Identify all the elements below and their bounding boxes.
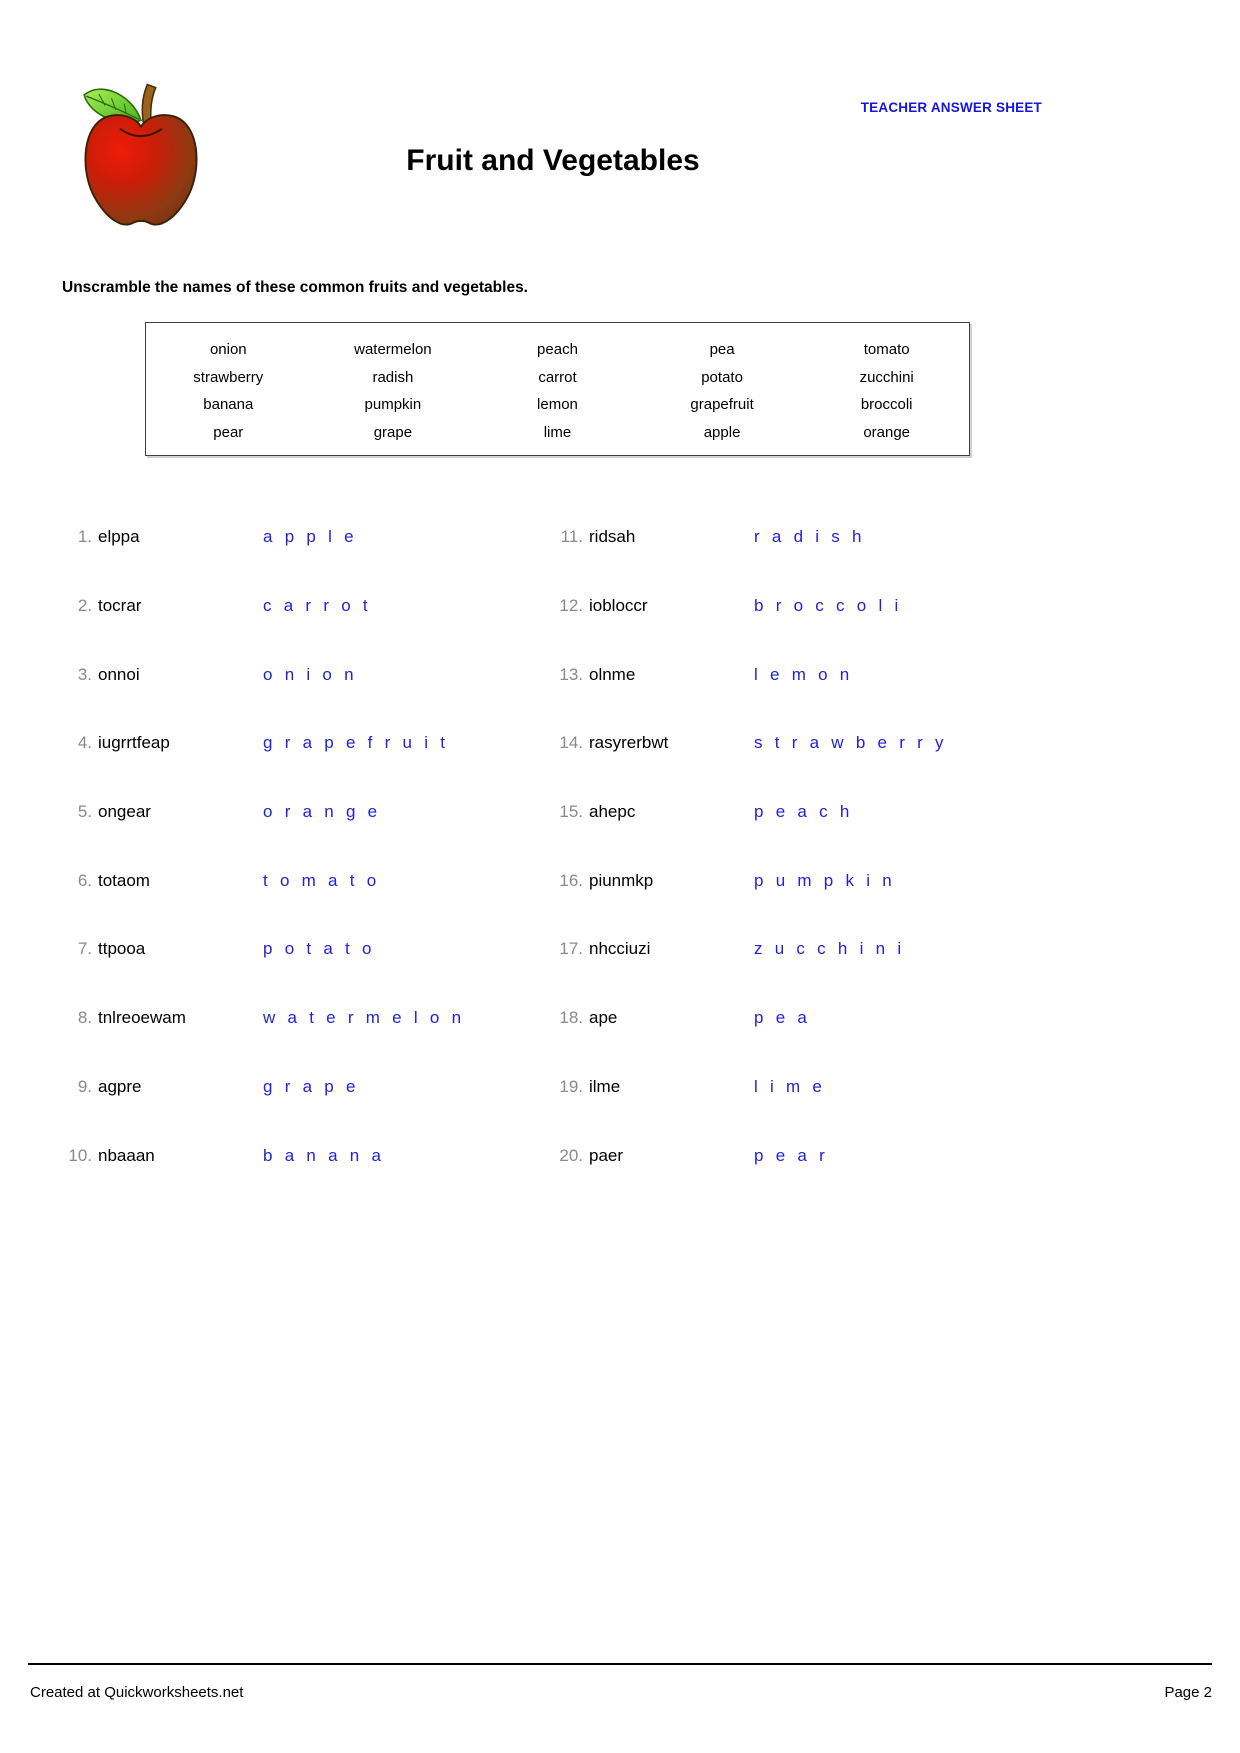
answer-word: peach — [754, 802, 862, 822]
answer-word: lime — [754, 1076, 835, 1096]
question-number: 3. — [77, 664, 92, 684]
scrambled-word: ilme — [589, 1076, 621, 1096]
word-bank-word: pumpkin — [364, 396, 422, 413]
word-bank-word: broccoli — [860, 396, 913, 413]
scrambled-word: nbaaan — [98, 1145, 155, 1165]
question-row — [62, 709, 542, 778]
question-row — [62, 1121, 542, 1190]
word-bank-column — [311, 336, 476, 455]
answer-word: lemon — [754, 664, 862, 684]
question-number: 19. — [559, 1076, 583, 1096]
answer-word: potato — [263, 939, 384, 959]
scrambled-word: ape — [589, 1008, 618, 1028]
question-row — [553, 709, 1173, 778]
scrambled-word: elppa — [98, 527, 140, 547]
scrambled-word: onnoi — [98, 664, 140, 684]
question-row — [553, 1121, 1173, 1190]
question-row — [62, 1053, 542, 1122]
word-bank-word: carrot — [538, 368, 577, 386]
word-bank-word: onion — [209, 341, 247, 358]
answer-word: grapefruit — [263, 733, 458, 753]
footer-credit: Created at Quickworksheets.net — [30, 1684, 244, 1701]
question-row — [553, 984, 1173, 1053]
word-bank-word: grape — [373, 423, 413, 441]
answer-word: orange — [263, 802, 390, 822]
word-bank-column — [146, 336, 311, 455]
questions-column-right — [553, 503, 1173, 1190]
question-number: 9. — [77, 1076, 92, 1096]
question-number: 12. — [559, 596, 583, 616]
answer-word: strawberry — [754, 733, 956, 753]
answer-word: pea — [754, 1008, 820, 1028]
question-number: 8. — [77, 1008, 92, 1028]
question-row — [62, 572, 542, 641]
scrambled-word: ongear — [98, 802, 151, 822]
word-bank-word: tomato — [863, 341, 910, 358]
answer-word: radish — [754, 527, 874, 547]
word-bank-word: apple — [703, 423, 741, 441]
answer-word: onion — [263, 664, 366, 684]
answer-word: zucchini — [754, 939, 914, 959]
answer-word: broccoli — [754, 596, 911, 616]
answer-word: pumpkin — [754, 870, 904, 890]
question-number: 11. — [560, 527, 583, 547]
question-row — [553, 503, 1173, 572]
question-number: 14. — [559, 733, 583, 753]
scrambled-word: iugrrtfeap — [98, 733, 170, 753]
word-bank-word: pear — [213, 423, 244, 441]
word-bank-word: lemon — [537, 396, 578, 413]
question-row — [62, 846, 542, 915]
question-row — [553, 640, 1173, 709]
scrambled-word: tocrar — [98, 596, 142, 616]
scrambled-word: totaom — [98, 870, 150, 890]
questions-column-left — [62, 503, 542, 1190]
question-number: 2. — [77, 596, 92, 616]
scrambled-word: agpre — [98, 1076, 142, 1096]
word-bank-word: peach — [537, 341, 578, 358]
question-number: 5. — [77, 802, 92, 822]
question-row — [62, 984, 542, 1053]
word-bank-column — [640, 336, 805, 455]
word-bank-word: pea — [709, 341, 735, 358]
question-row — [62, 915, 542, 984]
question-number: 13. — [559, 664, 583, 684]
question-number: 1. — [77, 527, 92, 547]
scrambled-word: paer — [589, 1145, 624, 1165]
scrambled-word: olnme — [589, 664, 636, 684]
word-bank-word: watermelon — [354, 341, 432, 358]
answer-word: apple — [263, 527, 366, 547]
word-bank-word: potato — [701, 368, 743, 386]
question-row — [553, 572, 1173, 641]
question-row — [62, 778, 542, 847]
scrambled-word: tnlreoewam — [98, 1008, 186, 1028]
word-bank-word: grapefruit — [690, 396, 754, 413]
word-bank-word: strawberry — [193, 368, 264, 386]
question-row — [62, 503, 542, 572]
question-number: 7. — [77, 939, 92, 959]
question-number: 16. — [559, 870, 583, 890]
question-row — [553, 915, 1173, 984]
scrambled-word: iobloccr — [589, 596, 648, 616]
word-bank-word: banana — [203, 396, 254, 413]
word-bank-column — [475, 336, 640, 455]
scrambled-word: ahepc — [589, 802, 636, 822]
question-number: 20. — [559, 1145, 583, 1165]
question-number: 15. — [559, 802, 583, 822]
question-number: 4. — [77, 733, 92, 753]
word-bank-box — [145, 322, 970, 456]
question-number: 6. — [77, 870, 92, 890]
word-bank-column — [804, 336, 969, 455]
question-number: 10. — [68, 1145, 92, 1165]
answer-word: watermelon — [263, 1008, 474, 1028]
page-title: Fruit and Vegetables — [406, 144, 700, 177]
question-number: 17. — [559, 939, 583, 959]
word-bank-word: lime — [543, 423, 572, 441]
scrambled-word: ridsah — [589, 527, 636, 547]
scrambled-word: rasyrerbwt — [589, 733, 669, 753]
word-bank-word: zucchini — [859, 368, 914, 386]
answer-word: tomato — [263, 870, 389, 890]
scrambled-word: piunmkp — [589, 870, 654, 890]
teacher-answer-sheet-label: TEACHER ANSWER SHEET — [860, 100, 1042, 115]
instructions-text: Unscramble the names of these common fruits and vegetables. — [62, 279, 528, 296]
footer-page-number: Page 2 — [1164, 1684, 1212, 1701]
answer-word: grape — [263, 1076, 368, 1096]
scrambled-word: ttpooa — [98, 939, 146, 959]
question-row — [553, 1053, 1173, 1122]
question-row — [553, 778, 1173, 847]
answer-word: carrot — [263, 596, 380, 616]
scrambled-word: nhcciuzi — [589, 939, 651, 959]
question-number: 18. — [559, 1008, 583, 1028]
answer-word: pear — [754, 1145, 837, 1165]
word-bank-word: radish — [372, 368, 414, 386]
footer-divider — [28, 1663, 1212, 1665]
word-bank-word: orange — [863, 423, 911, 441]
answer-word: banana — [263, 1145, 394, 1165]
question-row — [553, 846, 1173, 915]
question-row — [62, 640, 542, 709]
